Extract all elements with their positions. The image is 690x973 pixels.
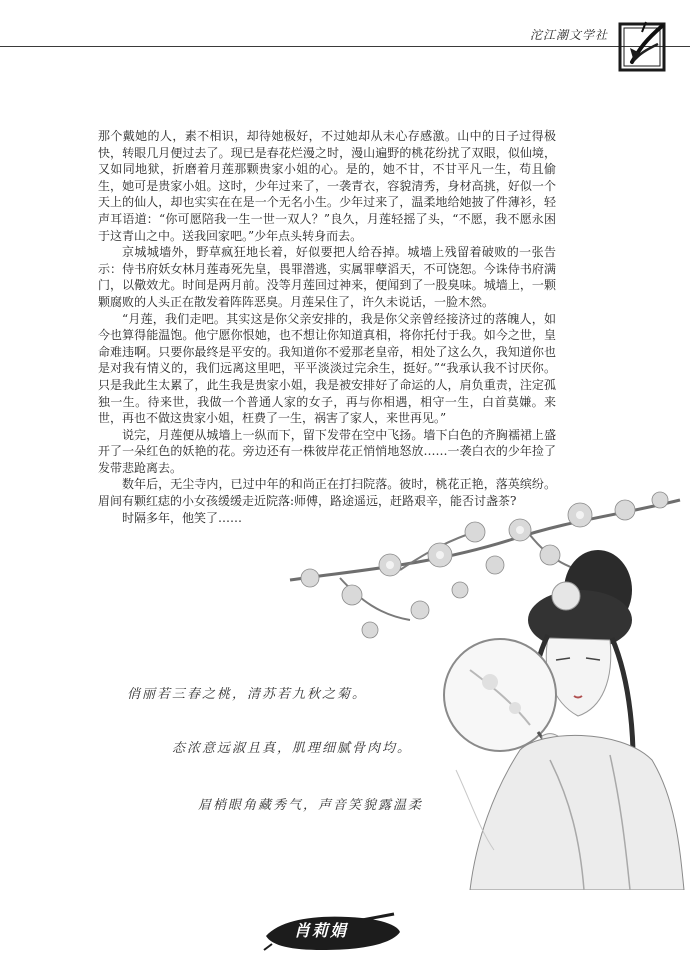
article-body (98, 128, 556, 526)
paragraph: 京城城墙外，野草疯狂地长着，好似要把人给吞掉。城墙上残留着破败的一张告示：侍书府妖女林月莲毒死先皇，畏罪潜逃，实属罪孽滔天，不可饶恕。今诛侍书府满门，以儆效尤。时间是两月前。没等月莲回过神来，便闻到了一股臭味。城墙上，一颗颗腐败的人头正在散发着阵阵恶臭。月莲呆住了，许久未说话，一脸木然。 (98, 245, 556, 309)
magazine-title: 沱江潮文学社 (530, 28, 609, 42)
poem-line: 态浓意远淑且真，肌理细腻骨肉均。 (172, 741, 413, 756)
paragraph: 那个戴她的人，素不相识，却待她极好，不过她却从未心存感激。山中的日子过得极快，转眼几月便过去了。现已是春花烂漫之时，漫山遍野的桃花纷扰了双眼，似仙境，又如同地狱，折磨着月莲那颗贵家小姐的心。是的，她不甘，不甘平凡一生，苟且偷生，她可是贵家小姐。这时，少年过来了，一袭青衣，容貌清秀，身材高挑，好似一个天上的仙人，却也实实在在是一个无名小生。少年过来了，温柔地给她披了件薄衫，轻声耳语道：“你可愿陪我一生一世一双人？”良久，月莲轻摇了头，“不愿，我不愿永困于这青山之中。送我回家吧。”少年点头转身而去。 (98, 129, 556, 243)
lady-with-fan-illustration (280, 470, 690, 890)
paragraph: 时隔多年，他笑了…… (122, 510, 243, 525)
paragraph: 数年后，无尘寺内，已过中年的和尚正在打扫院落。彼时，桃花正艳，落英缤纷。眉间有颗红痣的小女孩缓缓走近院落:师傅，路途遥远，赶路艰辛，能否讨盏茶? (98, 477, 556, 509)
paragraph: “月莲，我们走吧。其实这是你父亲安排的，我是你父亲曾经接济过的落魄人，如今也算得能温饱。他宁愿你恨她，也不想让你知道真相，将你托付于我。如今之世，皇命难违啊。只要你最终是平安的。我知道你不爱那老皇帝，相处了这么久，我知道你也是对我有情义的，我们远离这里吧，平平淡淡过完余生，挺好。”“我承认我不讨厌你。只是我此生太累了，此生我是贵家小姐，我是被安排好了命运的人，肩负重责，注定孤独一生。待来世，我做一个普通人家的女子，再与你相遇，相守一生，白首莫嫌。来世，再也不做这贵家小姐，枉费了一生，祸害了家人，来世再见。” (98, 311, 556, 426)
poem-line: 俏丽若三春之桃，清苏若九秋之菊。 (127, 687, 368, 702)
paragraph: 说完，月莲便从城墙上一纵而下，留下发带在空中飞扬。墙下白色的齐胸襦裙上盛开了一朵红色的妖艳的花。旁边还有一株彼岸花正悄悄地怒放……一袭白衣的少年捡了发带悲跄离去。 (98, 427, 556, 475)
header-rule (0, 46, 690, 47)
poem-line: 眉梢眼角藏秀气，声音笑貌露温柔 (198, 798, 424, 813)
ink-seal-logo (612, 18, 670, 76)
author-name: 肖莉娟 (294, 921, 349, 940)
